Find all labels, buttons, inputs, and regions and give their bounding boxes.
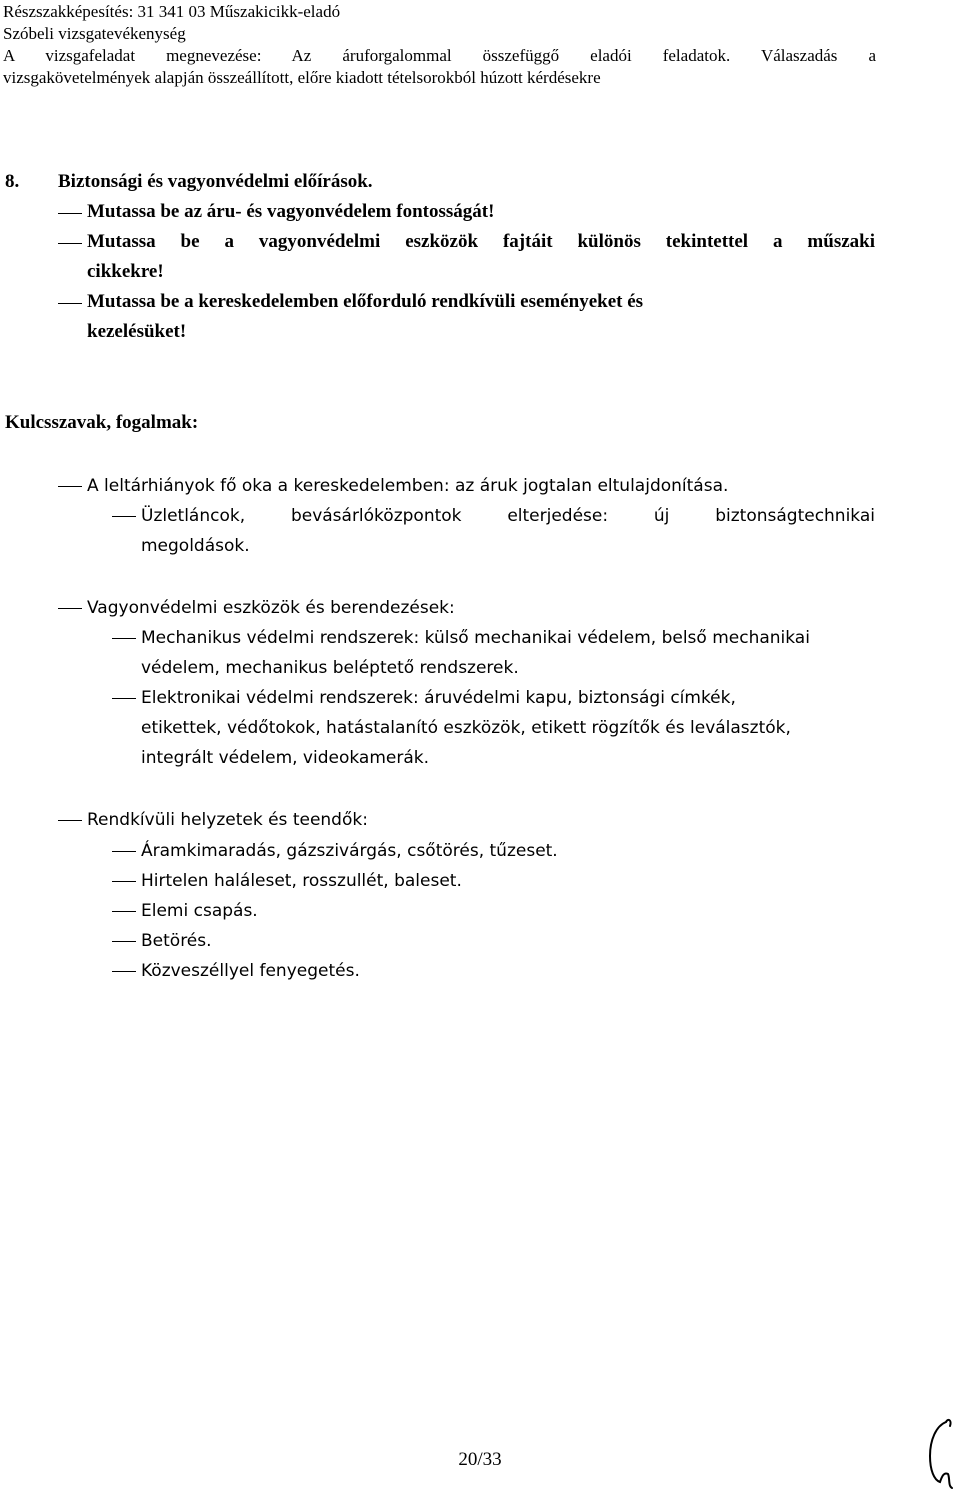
keywords-heading: Kulcsszavak, fogalmak: bbox=[5, 412, 199, 433]
dash-icon bbox=[58, 608, 82, 609]
task-3-line-1: Mutassa be a kereskedelemben előforduló rendkívüli eseményeket és bbox=[87, 291, 644, 312]
section-title-text: Biztonsági és vagyonvédelmi előírások. bbox=[58, 171, 373, 192]
signature-mark bbox=[918, 1416, 958, 1492]
emergency-heading: Rendkívüli helyzetek és teendők: bbox=[87, 810, 368, 830]
emergency-item: Áramkimaradás, gázszivárgás, csőtörés, tűzeset. bbox=[141, 841, 558, 861]
electronic-line-2: etikettek, védőtokok, hatástalanító eszközök, etikett rögzítők és leválasztók, bbox=[141, 718, 791, 738]
keyword-1: A leltárhiányok fő oka a kereskedelemben: az áruk jogtalan eltulajdonítása. bbox=[87, 476, 729, 496]
section-title bbox=[5, 168, 373, 196]
dash-icon bbox=[112, 516, 136, 517]
task-2-line-2: cikkekre! bbox=[87, 261, 164, 282]
keyword-2-line-2: megoldások. bbox=[141, 536, 250, 556]
mechanical-line-1: Mechanikus védelmi rendszerek: külső mechanikai védelem, belső mechanikai bbox=[141, 628, 810, 648]
dash-icon bbox=[112, 911, 136, 912]
emergency-item: Hirtelen haláleset, rosszullét, baleset. bbox=[141, 871, 462, 891]
dash-icon bbox=[112, 971, 136, 972]
dash-icon bbox=[58, 213, 82, 214]
keyword-2-line-1: Üzletláncok, bevásárlóközpontok elterjedése: új biztonságtechnikai bbox=[141, 506, 875, 526]
dash-icon bbox=[58, 820, 82, 821]
header-task-description: vizsgakövetelmények alapján összeállított, előre kiadott tételsorokból húzott kérdésekre bbox=[3, 68, 601, 87]
dash-icon bbox=[112, 851, 136, 852]
dash-icon bbox=[112, 881, 136, 882]
section-number: 8. bbox=[5, 171, 20, 192]
header-exam-activity: Szóbeli vizsgatevékenység bbox=[3, 24, 186, 43]
task-3-line-2: kezelésüket! bbox=[87, 321, 187, 342]
dash-icon bbox=[112, 698, 136, 699]
page-number: 20/33 bbox=[458, 1449, 502, 1470]
dash-icon bbox=[112, 638, 136, 639]
dash-icon bbox=[58, 303, 82, 304]
emergency-item: Elemi csapás. bbox=[141, 901, 258, 921]
header-task-name: A vizsgafeladat megnevezése: Az áruforgalommal összefüggő eladói feladatok. Válaszadás a bbox=[3, 46, 876, 65]
electronic-line-1: Elektronikai védelmi rendszerek: áruvédelmi kapu, biztonsági címkék, bbox=[141, 688, 736, 708]
emergency-item: Közveszéllyel fenyegetés. bbox=[141, 961, 360, 981]
assets-heading: Vagyonvédelmi eszközök és berendezések: bbox=[87, 598, 455, 618]
emergency-item: Betörés. bbox=[141, 931, 212, 951]
task-1: Mutassa be az áru- és vagyonvédelem fontosságát! bbox=[87, 201, 495, 222]
mechanical-line-2: védelem, mechanikus beléptető rendszerek. bbox=[141, 658, 519, 678]
dash-icon bbox=[58, 243, 82, 244]
dash-icon bbox=[58, 486, 82, 487]
dash-icon bbox=[112, 941, 136, 942]
header-qualification: Részszakképesítés: 31 341 03 Műszakicikk-eladó bbox=[3, 2, 341, 21]
task-2-line-1: Mutassa be a vagyonvédelmi eszközök fajtáit különös tekintettel a műszaki bbox=[87, 231, 875, 252]
electronic-line-3: integrált védelem, videokamerák. bbox=[141, 748, 430, 768]
